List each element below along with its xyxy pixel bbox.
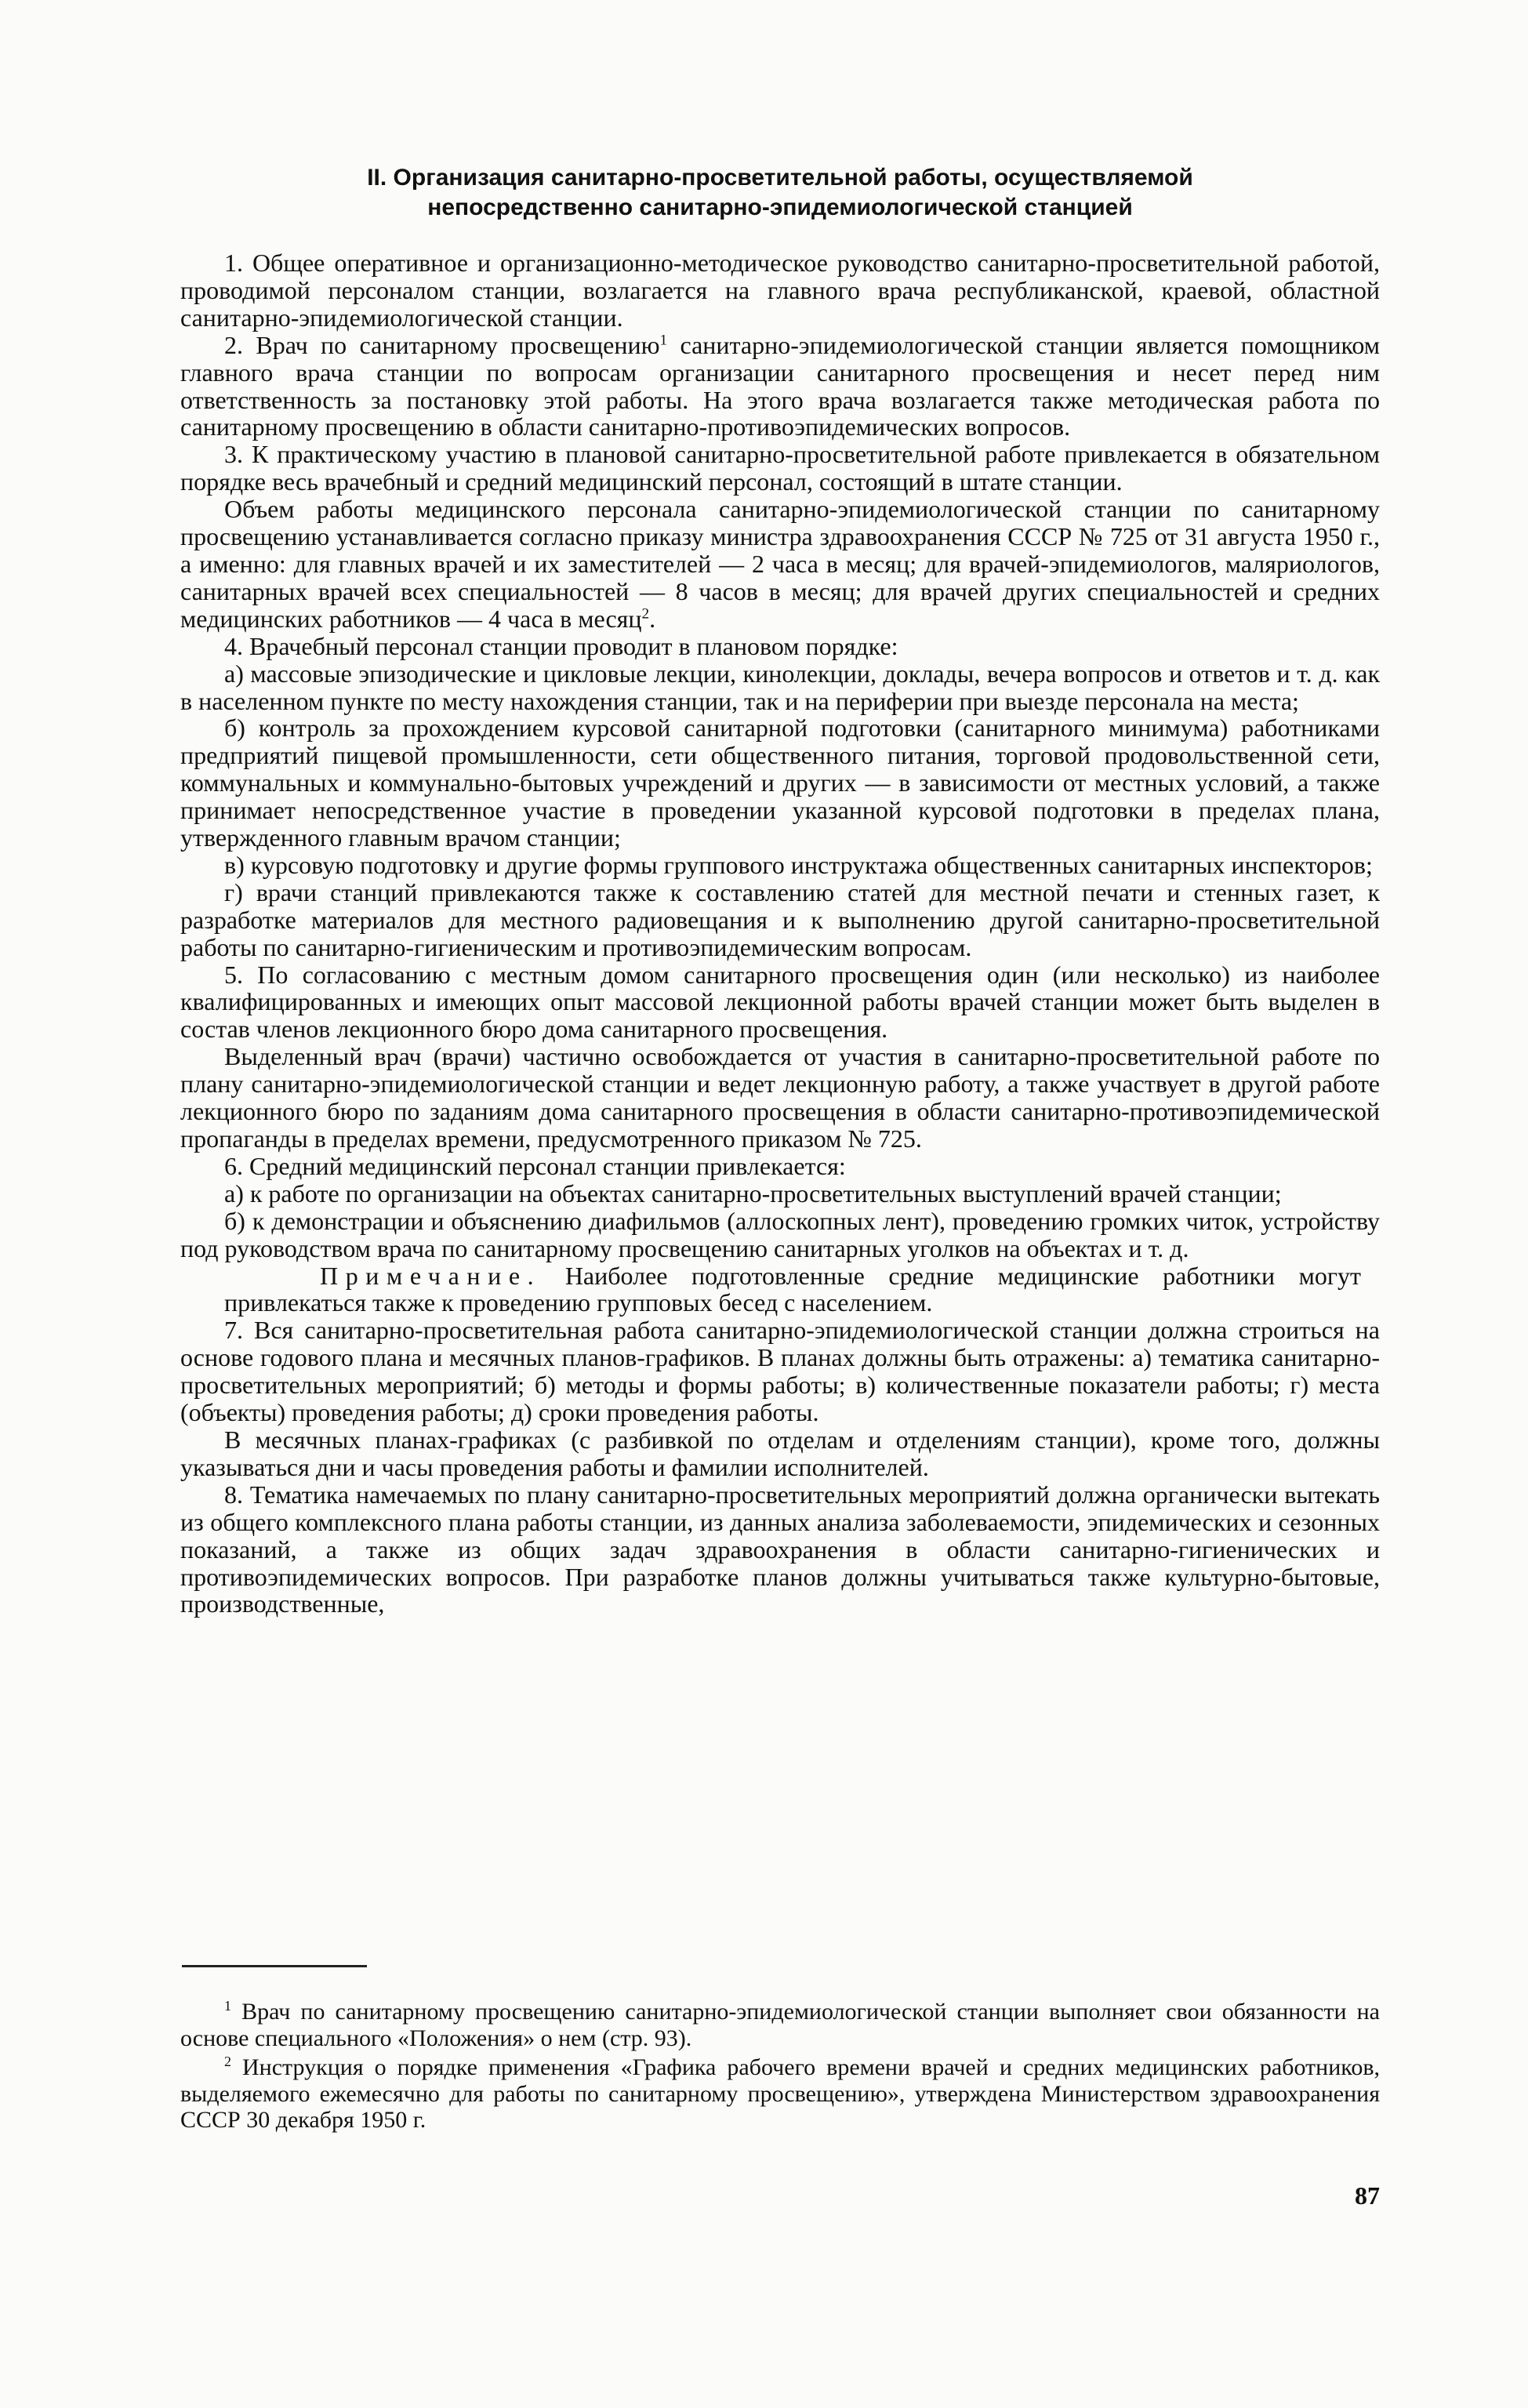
- footnote-1-mark: 1: [224, 1998, 231, 2014]
- note-label: Примечание.: [320, 1261, 542, 1290]
- paragraph-8: 6. Средний медицинский персонал станции привлекается:: [224, 1151, 846, 1180]
- footnote-2-mark: 2: [224, 2054, 231, 2070]
- paragraph-3: 3. К практическому участию в плановой санитарно-просветительной работе привлекается в обязательном порядке весь врачебный и средний медицинский персонал, состоящий в штате станции.: [180, 440, 1380, 496]
- paragraph-11: 8. Тематика намечаемых по плану санитарно-просветительных мероприятий должна органически вытекать из общего комплексного плана работы станции, из данных анализа заболеваемости, эпидемических и сезонных показаний, а также из общих задач здравоохранения в области санитарно-гигиенических и противоэпидемических вопросов. При разработке планов должны учитываться также культурно-бытовые, производственные,: [180, 1480, 1380, 1618]
- footnote-ref-1: 1: [659, 332, 668, 349]
- paragraph-10: В месячных планах-графиках (с разбивкой по отделам и отделениям станции), кроме того, должны указываться дни и часы проведения работы и фамилии исполнителей.: [180, 1425, 1380, 1481]
- paragraph-4: [180, 496, 1380, 633]
- paragraph-7: Выделенный врач (врачи) частично освобождается от участия в санитарно-просветительной работе по плану санитарно-эпидемиологической станции и ведет лекционную работу, а также участвует в другой работе лекционного бюро по заданиям дома санитарного просвещения в области санитарно-противоэпидемической пропаганды в пределах времени, предусмотренного приказом № 725.: [180, 1042, 1380, 1153]
- list-item-a-2: а) к работе по организации на объектах санитарно-просветительных выступлений врачей станции;: [224, 1179, 1282, 1208]
- list-item-b-2: б) к демонстрации и объяснению диафильмов (аллоскопных лент), проведению громких читок, устройству под руководством врача по санитарному просвещению санитарных уголков на объектах и т. д.: [180, 1206, 1380, 1262]
- footnote-divider: [182, 1965, 367, 1967]
- note-text: Наиболее подготовленные средние медицинские работники могут привлекаться также к проведению групповых бесед с населением.: [224, 1261, 1361, 1317]
- footnote-ref-2: 2: [641, 605, 650, 623]
- paragraph-5: 4. Врачебный персонал станции проводит в плановом порядке:: [224, 631, 898, 660]
- paragraph-4-end: .: [649, 604, 656, 633]
- section-heading-line-2: непосредственно санитарно-эпидемиологической станцией: [427, 194, 1133, 220]
- paragraph-2-start: 2. Врач по санитарному просвещению: [224, 330, 660, 359]
- section-heading-line-1: II. Организация санитарно-просветительной работы, осуществляемой: [367, 165, 1193, 191]
- footnote-1-text: Врач по санитарному просвещению санитарно-эпидемиологической станции выполняет свои обязанности на основе специального «Положения» о нем (стр. 93).: [180, 1999, 1380, 2051]
- note-paragraph: [224, 1262, 1361, 1317]
- page-number: 87: [1355, 2181, 1380, 2210]
- footnote-1: [180, 1999, 1380, 2051]
- list-item-g: г) врачи станций привлекаются также к составлению статей для местной печати и стенных газет, к разработке материалов для местного радиовещания и к выполнению другой санитарно-просветительной работы по санитарно-гигиеническим и противоэпидемическим вопросам.: [180, 877, 1380, 961]
- paragraph-2: [180, 332, 1380, 441]
- paragraph-6: 5. По согласованию с местным домом санитарного просвещения один (или несколько) из наиболее квалифицированных и имеющих опыт массовой лекционной работы врачей станции может быть выделен в состав членов лекционного бюро дома санитарного просвещения.: [180, 960, 1380, 1044]
- list-item-b: б) контроль за прохождением курсовой санитарной подготовки (санитарного минимума) работниками предприятий пищевой промышленности, сети общественного питания, торговой продовольственной сети, коммунальных и коммунально-бытовых учреждений и других — в зависимости от местных условий, а также принимает непосредственное участие в проведении указанной курсовой подготовки в пределах плана, утвержденного главным врачом станции;: [180, 714, 1380, 852]
- paragraph-4-text: Объем работы медицинского персонала санитарно-эпидемиологической станции по санитарному просвещению устанавливается согласно приказу министра здравоохранения СССР № 725 от 31 августа 1950 г., а именно: для главных врачей и их заместителей — 2 часа в месяц; для врачей-эпидемиологов, маляриологов, санитарных врачей всех специальностей — 8 часов в месяц; для врачей других специальностей и средних медицинских работников — 4 часа в месяц: [180, 495, 1380, 633]
- list-item-v: в) курсовую подготовку и другие формы группового инструктажа общественных санитарных инспекторов;: [224, 850, 1373, 879]
- footnote-2-text: Инструкция о порядке применения «Графика рабочего времени врачей и средних медицинских работников, выделяемого ежемесячно для работы по санитарному просвещению», утверждена Министерством здравоохранения СССР 30 декабря 1950 г.: [180, 2054, 1380, 2133]
- list-item-a: а) массовые эпизодические и цикловые лекции, кинолекции, доклады, вечера вопросов и ответов и т. д. как в населенном пункте по месту нахождения станции, так и на периферии при выезде персонала на места;: [180, 659, 1380, 715]
- section-heading: [180, 163, 1380, 223]
- footnotes: [180, 1999, 1380, 2137]
- body-text: [180, 249, 1380, 1618]
- paragraph-2-end: санитарно-эпидемиологической станции является помощником главного врача станции по вопросам организации санитарного просвещения и несет перед ним ответственность за постановку этой работы. На этого врача возлагается также методическая работа по санитарному просвещению в области санитарно-противоэпидемических вопросов.: [180, 330, 1381, 441]
- paragraph-1: 1. Общее оперативное и организационно-методическое руководство санитарно-просветительной работой, проводимой персоналом станции, возлагается на главного врача республиканской, краевой, областной санитарно-эпидемиологической станции.: [180, 249, 1380, 332]
- footnote-2: [180, 2054, 1380, 2134]
- paragraph-9: 7. Вся санитарно-просветительная работа санитарно-эпидемиологической станции должна строиться на основе годового плана и месячных планов-графиков. В планах должны быть отражены: а) тематика санитарно-просветительных мероприятий; б) методы и формы работы; в) количественные показатели работы; г) места (объекты) проведения работы; д) сроки проведения работы.: [180, 1316, 1380, 1427]
